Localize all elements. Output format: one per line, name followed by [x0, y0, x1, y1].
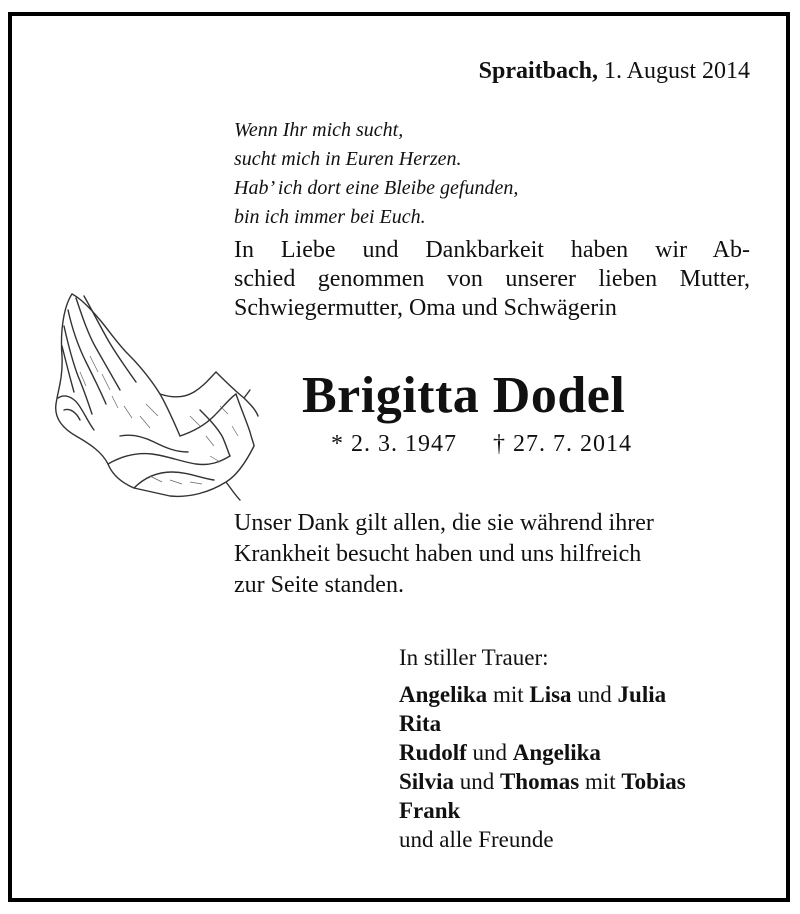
deceased-name: Brigitta Dodel — [302, 367, 626, 424]
mourner-name: Rudolf — [399, 740, 467, 765]
praying-hands-icon — [50, 286, 260, 504]
mourner-name: Tobias — [621, 769, 686, 794]
mourner-line — [399, 680, 686, 709]
mourner-name: Thomas — [499, 769, 580, 794]
mourner-name: Lisa — [529, 682, 572, 707]
mourner-line — [399, 825, 686, 854]
poem — [234, 116, 518, 232]
connector: und — [466, 740, 513, 765]
mourner-name: Angelika — [512, 740, 601, 765]
poem-line: Wenn Ihr mich sucht, — [234, 119, 404, 141]
connector: und — [571, 682, 618, 707]
thanks-line: Unser Dank gilt allen, die sie während ihrer — [234, 510, 654, 536]
mourner-name: Angelika — [399, 682, 488, 707]
place: Spraitbach, — [478, 58, 598, 84]
closing-line: und alle Freunde — [399, 827, 554, 852]
born-symbol: * — [331, 431, 344, 457]
life-dates — [331, 431, 632, 458]
intro-line: Schwiegermutter, Oma und Schwägerin — [234, 295, 617, 321]
thanks-line: Krankheit besucht haben und uns hilfreich — [234, 541, 642, 567]
mourner-line — [399, 709, 686, 738]
thanks-line: zur Seite standen. — [234, 572, 404, 598]
notice-date: 1. August 2014 — [603, 58, 750, 84]
mourner-line — [399, 738, 686, 767]
connector: mit — [487, 682, 530, 707]
intro-text — [234, 236, 750, 323]
thanks-text — [234, 508, 750, 601]
intro-line: In Liebe und Dankbarkeit haben wir Ab- — [234, 237, 750, 263]
connector: mit — [579, 769, 622, 794]
mourner-line — [399, 767, 686, 796]
poem-line: sucht mich in Euren Herzen. — [234, 148, 462, 170]
place-date — [479, 58, 750, 85]
poem-line: bin ich immer bei Euch. — [234, 206, 426, 228]
birth-date: 2. 3. 1947 — [351, 431, 457, 457]
mourner-name: Rita — [399, 711, 442, 736]
connector: und — [453, 769, 500, 794]
died-symbol: † — [493, 431, 506, 457]
mourner-line — [399, 796, 686, 825]
mourner-name: Julia — [617, 682, 667, 707]
mourner-name: Silvia — [399, 769, 454, 794]
mourner-name: Frank — [399, 798, 461, 823]
intro-line: schied genommen von unserer lieben Mutter, — [234, 266, 750, 292]
mourners-list — [399, 680, 686, 854]
poem-line: Hab’ ich dort eine Bleibe gefunden, — [234, 177, 519, 199]
mourning-heading: In stiller Trauer: — [399, 645, 549, 670]
death-date: 27. 7. 2014 — [513, 431, 632, 457]
